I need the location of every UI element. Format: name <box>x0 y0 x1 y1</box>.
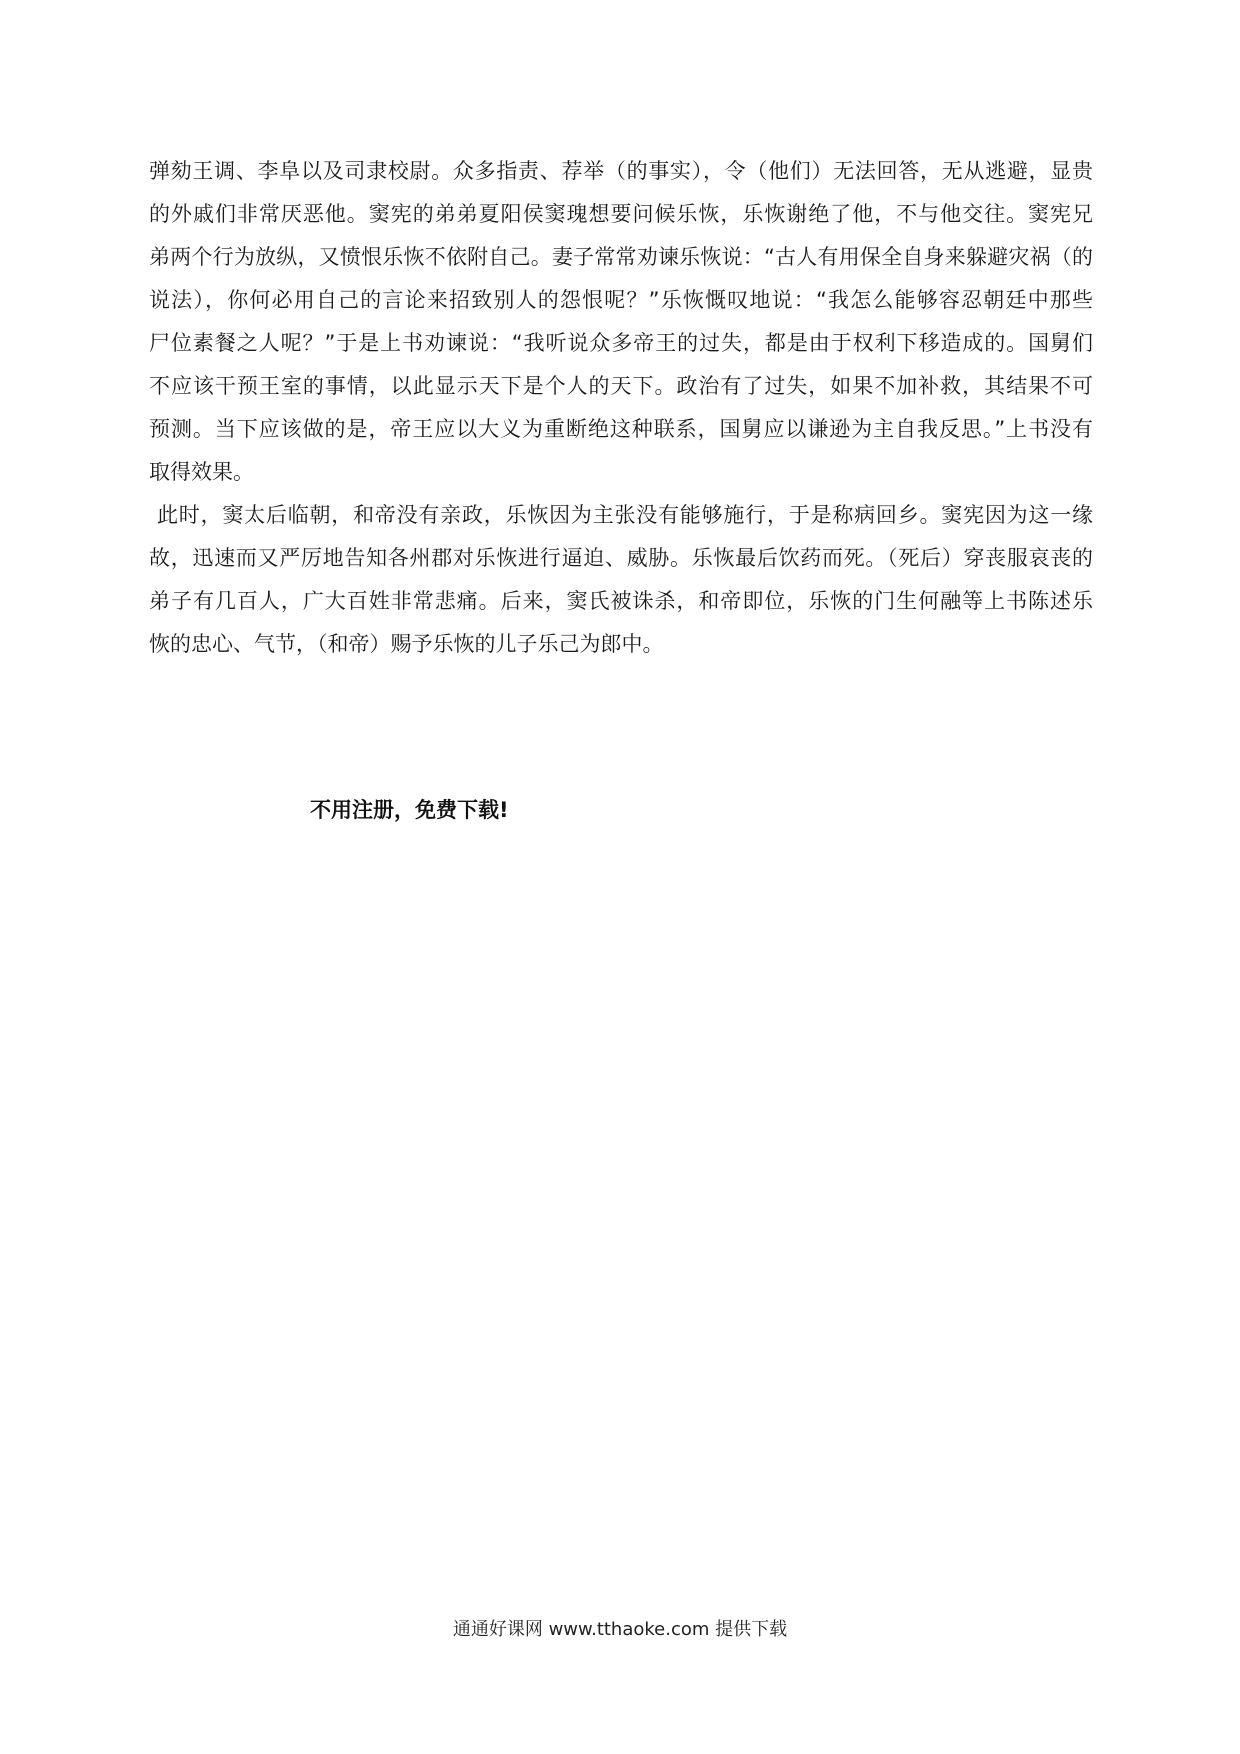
text-line: 的外戚们非常厌恶他。窦宪的弟弟夏阳侯窦瑰想要问候乐恢，乐恢谢绝了他，不与他交往。窦宪兄 <box>149 202 1093 226</box>
text-line: 弟两个行为放纵，又愤恨乐恢不依附自己。妻子常常劝谏乐恢说：“古人有用保全自身来躲避灾祸（的 <box>149 245 1093 269</box>
promo-text: 不用注册，免费下载! <box>310 798 509 822</box>
translation-body <box>149 150 1093 666</box>
text-line: 此时，窦太后临朝，和帝没有亲政，乐恢因为主张没有能够施行，于是称病回乡。窦宪因为这一缘 <box>157 503 1093 527</box>
text-line: 取得效果。 <box>149 460 254 484</box>
text-line: 预测。当下应该做的是，帝王应以大义为重断绝这种联系，国舅应以谦逊为主自我反思。”上书没有 <box>149 417 1093 441</box>
text-line: 说法），你何必用自己的言论来招致别人的怨恨呢？”乐恢慨叹地说：“我怎么能够容忍朝廷中那些 <box>149 288 1093 312</box>
text-line: 故，迅速而又严厉地告知各州郡对乐恢进行逼迫、威胁。乐恢最后饮药而死。（死后）穿丧服哀丧的 <box>149 546 1093 570</box>
text-line: 弟子有几百人，广大百姓非常悲痛。后来，窦氏被诛杀，和帝即位，乐恢的门生何融等上书陈述乐 <box>149 589 1093 613</box>
text-line: 不应该干预王室的事情，以此显示天下是个人的天下。政治有了过失，如果不加补救，其结果不可 <box>149 374 1093 398</box>
text-line: 恢的忠心、气节，（和帝）赐予乐恢的儿子乐己为郎中。 <box>149 632 664 656</box>
text-line: 弹劾王调、李阜以及司隶校尉。众多指责、荐举（的事实），令（他们）无法回答，无从逃避，显贵 <box>149 159 1093 183</box>
page-footer: 通通好课网 www.tthaoke.com 提供下载 <box>452 1619 788 1640</box>
text-line: 尸位素餐之人呢？”于是上书劝谏说：“我听说众多帝王的过失，都是由于权利下移造成的。国舅们 <box>149 331 1093 355</box>
